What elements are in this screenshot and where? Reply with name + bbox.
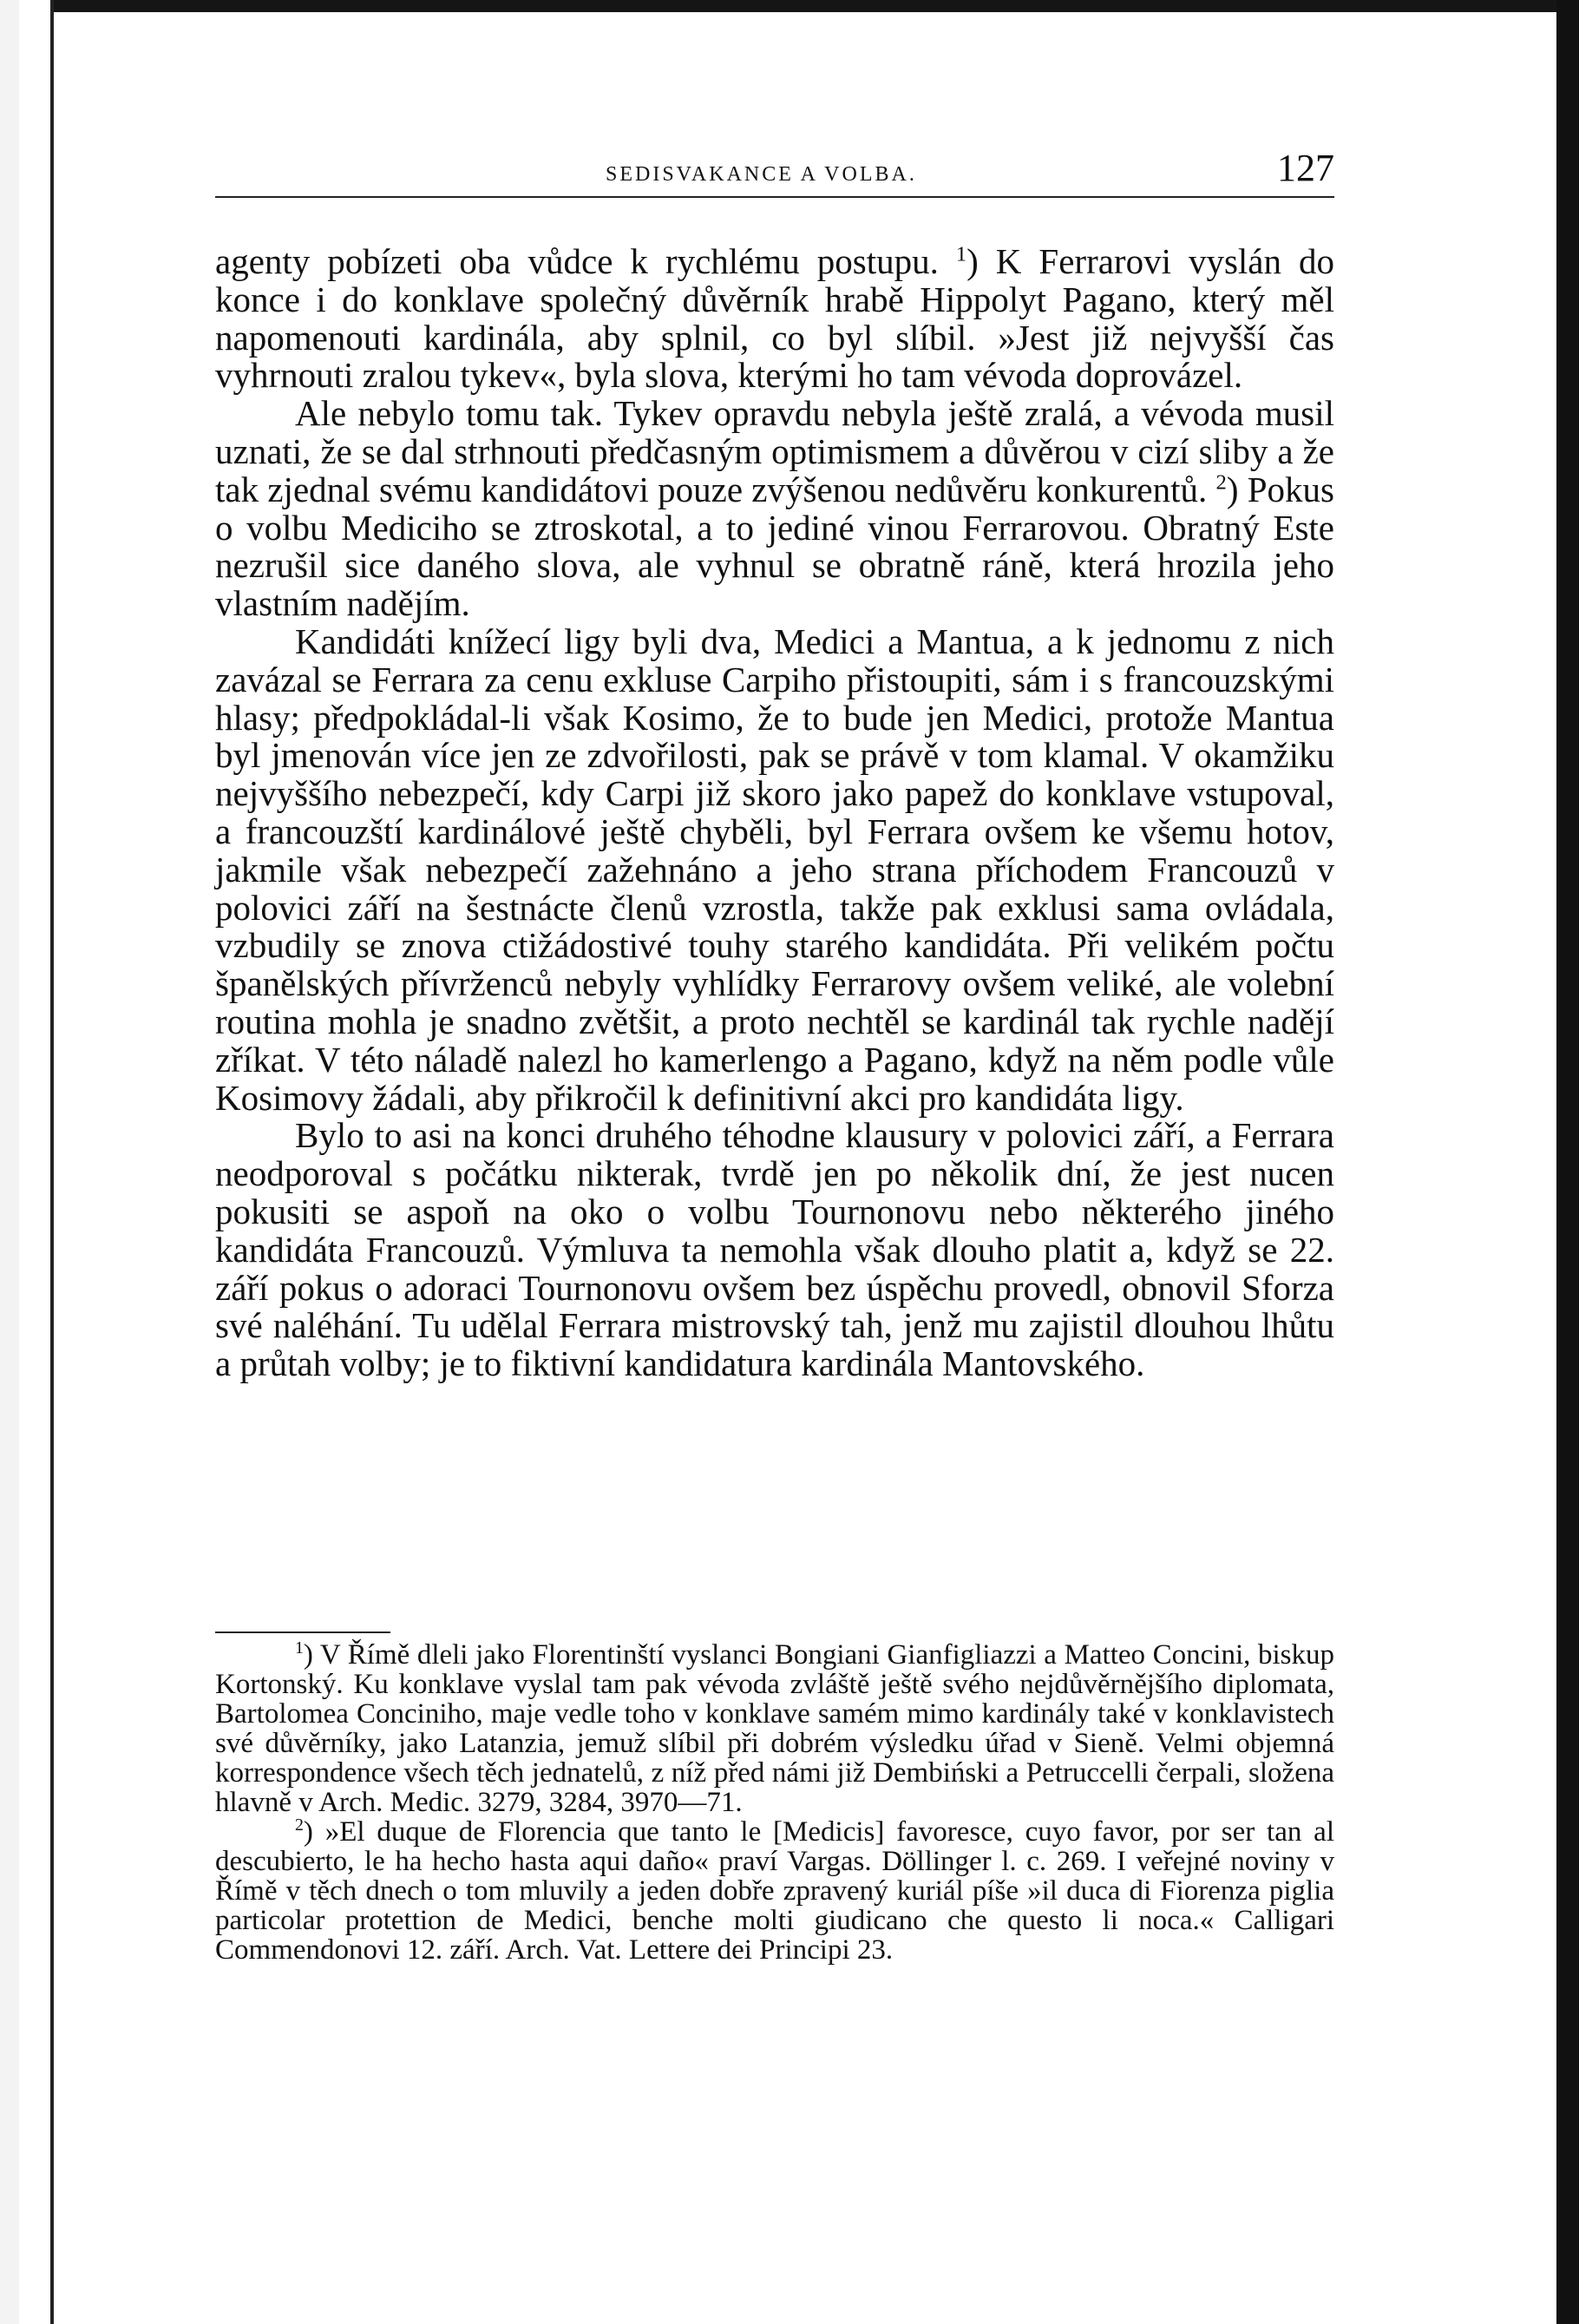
- paragraph-3: Kandidáti knížecí ligy byli dva, Medici a Mantua, a k jednomu z nich zavázal se Ferrara za cenu exkluse Carpiho přistoupiti, sám i s francouzskými hlasy; předpokládal-li však Kosimo, že to bude jen Medici, protože Mantua byl jmenován více jen ze zdvořilosti, pak se právě v tom klamal. V okamžiku nejvyššího nebezpečí, kdy Carpi již skoro jako papež do konklave vstupoval, a francouzští kardinálové ještě chyběli, byl Ferrara ovšem ke všemu hotov, jakmile však nebezpečí zažehnáno a jeho strana příchodem Francouzů v polovici září na šestnácte členů vzrostla, takže pak exklusi sama ovládala, vzbudily se znova ctižádostivé touhy starého kandidáta. Při velikém počtu španělských přívrženců nebyly vyhlídky Ferrarovy ovšem veliké, ale volební routina mohla je snadno zvětšit, a proto nechtěl se kardinál tak rychle nadějí zříkat. V této náladě nalezl ho kamerlengo a Pagano, když na něm podle vůle Kosimovy žádali, aby přikročil k definitivní akci pro kandidáta ligy.: [215, 620, 1334, 1118]
- footnote-rule: [215, 1631, 390, 1633]
- footnote-1-text: ) V Římě dleli jako Florentinští vyslanci Bongiani Gianfigliazzi a Matteo Concini, biskup Kortonský. Ku konklave vyslal tam pak vévoda zvláště ještě svého nejdůvěrnějšího diplomata, Bartolomea Conciniho, maje vedle toho v konklave samém mimo kardinály také v konklavistech své důvěrníky, jako Latanzia, jemuž slíbil při dobrém výsledku úřad v Sieně. Velmi objemná korrespondence všech těch jednatelů, z níž před námi již Dembiński a Petruccelli čerpali, složena hlavně v Arch. Medic. 3279, 3284, 3970—71.: [215, 1639, 1334, 1818]
- scan-edge-top: [0, 0, 1579, 12]
- scan-gutter: [0, 0, 19, 2324]
- paragraph-2-start: Ale nebylo tomu tak. Tykev opravdu nebyla ještě zralá, a vévoda musil uznati, že se dal strhnouti předčasným optimismem a důvěrou v cizí sliby a že tak zjednal svému kandidátovi pouze zvýšenou nedůvěru konkurentů.: [215, 393, 1334, 509]
- footnote-2: [215, 1817, 1334, 1965]
- paragraph-1: [215, 243, 1334, 395]
- paragraph-4: Bylo to asi na konci druhého téhodne klausury v polovici září, a Ferrara neodporoval s počátku nikterak, tvrdě jen po několik dní, že jest nucen pokusiti se aspoň na oko o volbu Tournonovu nebo některého jiného kandidáta Francouzů. Výmluva ta nemohla však dlouho platit a, když se 22. září pokus o adoraci Tournonovu ovšem bez úspěchu provedl, obnovil Sforza své naléhání. Tu udělal Ferrara mistrovský tah, jenž mu zajistil dlouhou lhůtu a průtah volby; je to fiktivní kandidatura kardinála Mantovského.: [215, 1115, 1334, 1384]
- footnotes: [215, 1640, 1334, 1965]
- footnote-ref-2: 2: [1215, 470, 1227, 495]
- footnote-1: [215, 1640, 1334, 1817]
- running-head: [215, 149, 1334, 193]
- page-number: 127: [1277, 147, 1334, 189]
- main-text: [215, 243, 1334, 1383]
- paragraph-1-end: ) K Ferrarovi vyslán do konce i do konklave společný důvěrník hrabě Hippolyt Pagano, který měl napomenouti kardinála, aby splnil, co byl slíbil. »Jest již nejvyšší čas vyhrnouti zralou tykev«, byla slova, kterými ho tam vévoda doprovázel.: [215, 241, 1334, 396]
- paragraph-1-start: agenty pobízeti oba vůdce k rychlému postupu.: [215, 241, 956, 281]
- paragraph-2-end: ) Pokus o volbu Mediciho se ztroskotal, a to jediné vinou Ferrarovou. Obratný Este nezrušil sice daného slova, ale vyhnul se obratně ráně, která hrozila jeho vlastním nadějím.: [215, 469, 1334, 624]
- scan-edge-right: [1556, 0, 1579, 2324]
- running-title: SEDISVAKANCE A VOLBA.: [606, 163, 917, 186]
- footnote-2-text: ) »El duque de Florencia que tanto le [Medicis] favoresce, cuyo favor, por ser tan al descubierto, le ha hecho hasta aqui daño« praví Vargas. Döllinger l. c. 269. I veřejné noviny v Římě v těch dnech o tom mluvily a jeden dobře zpravený kuriál píše »il duca di Fiorenza piglia particolar protettion de Medici, benche molti giudicano che questo li noca.« Calligari Commendonovi 12. září. Arch. Vat. Lettere dei Principi 23.: [215, 1816, 1334, 1966]
- header-rule: [215, 196, 1334, 198]
- paragraph-2: [215, 395, 1334, 623]
- footnote-ref-1: 1: [955, 242, 967, 266]
- footnote-2-mark: 2: [295, 1815, 304, 1835]
- footnote-1-mark: 1: [295, 1638, 304, 1658]
